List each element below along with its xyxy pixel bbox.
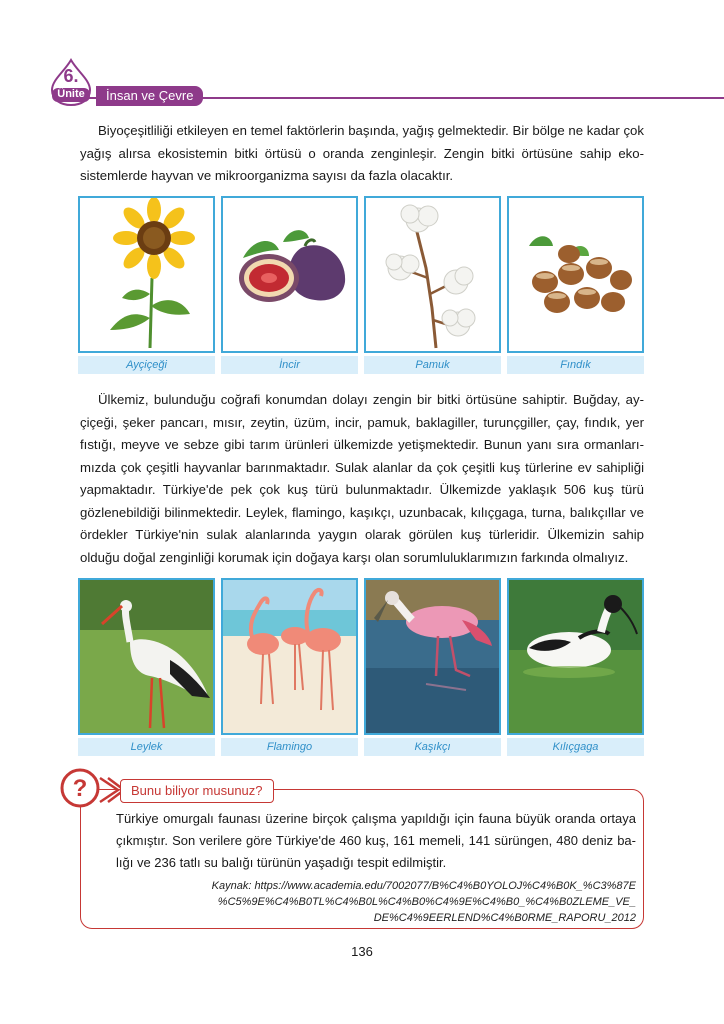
info-box-text: Türkiye omurgalı faunası üzerine birçok çalışma yapıldığı için fauna büyük oranda ortaya çıkmıştır. Son verilere göre Türkiye'de 460 kuş, 161 memeli, 141 sürüngen, 480 deniz ba-lığı ve 236 tatlı su balığı türünün yaşadığı tespit edilmiştir. (116, 811, 636, 870)
bird-card-spoonbill (364, 578, 501, 756)
bird-caption: Leylek (78, 738, 215, 756)
page-number: 136 (351, 944, 373, 959)
chapter-title: İnsan ve Çevre (96, 86, 203, 106)
body-paragraph: Ülkemiz, bulunduğu coğrafi konumdan dolayı zengin bir bitki örtüsüne sahiptir. Buğday, ay-çiçeği, şeker pancarı, mısır, zeytin, üzüm, incir, pamuk, baklagiller, turunçgiller, çay, fındık, yer fıstığı, meyve ve sebze gibi tarım ürünleri ülkemizde yetişmektedir. Bunun yanı sıra ormanları-mızda çok çeşitli hayvanlar barınmaktadır. Sulak alanlar da çok çeşitli kuş türlerine ev sahipliği yapmaktadır. Türkiye'de pek çok kuş türü bulunmaktadır. Ülkemizde yaklaşık 506 kuş türü gözlenebildiği bilinmektedir. Leylek, flamingo, kaşıkçı, uzunbacak, kılıçgaga, turna, balıkçıllar ve ördekler Türkiye'nin sulak alanlarında yaygın olarak görülen kuş türleridir. Ülkemizin sahip olduğu doğal zenginliği korumak için doğaya karşı olan sorumluluklarımızın farkında olmalıyız. (80, 392, 644, 565)
intro-paragraph: Biyoçeşitliliği etkileyen en temel faktörlerin başında, yağış gelmektedir. Bir bölge ne kadar çok yağış alırsa ekosistemin bitki örtüsü o oranda zenginleşir. Zengin bitki örtüsüne sahip eko-sistemlerde hayvan ve mikroorganizma sayısı da fazla olacaktır. (80, 123, 644, 183)
stork-image (78, 578, 215, 735)
flamingo-image (221, 578, 358, 735)
unit-label: Ünite (57, 88, 85, 100)
unit-number: 6. (63, 66, 79, 86)
fig-image (221, 196, 358, 353)
plant-card-hazelnut (507, 196, 644, 374)
cotton-image (364, 196, 501, 353)
plant-caption: İncir (221, 356, 358, 374)
bird-caption: Flamingo (221, 738, 358, 756)
bird-card-stork (78, 578, 215, 756)
bird-card-avocet (507, 578, 644, 756)
spoonbill-image (364, 578, 501, 735)
bird-photo-row (78, 578, 644, 756)
bird-caption: Kaşıkçı (364, 738, 501, 756)
avocet-image (507, 578, 644, 735)
plant-caption: Ayçiçeği (78, 356, 215, 374)
plant-photo-row (78, 196, 644, 374)
bird-card-flamingo (221, 578, 358, 756)
plant-card-sunflower (78, 196, 215, 374)
info-box-title: Bunu biliyor musunuz? (120, 779, 274, 803)
question-icon (60, 768, 100, 808)
hazelnut-image (507, 196, 644, 353)
sunflower-image (78, 196, 215, 353)
plant-caption: Pamuk (364, 356, 501, 374)
plant-caption: Fındık (507, 356, 644, 374)
plant-card-fig (221, 196, 358, 374)
source-citation: Kaynak: https://www.academia.edu/7002077/B%C4%B0YOLOJ%C4%B0K_%C3%87E %C5%9E%C4%B0TL%C4%B0L%C4%B0%C4%9E%C4%B0_%C4%B0ZLEME_VE_ DE%C4%9EERLEND%C4%B0RME_RAPORU_2012 (211, 880, 636, 924)
svg-text:?: ? (72, 775, 88, 802)
bird-caption: Kılıçgaga (507, 738, 644, 756)
plant-card-cotton (364, 196, 501, 374)
